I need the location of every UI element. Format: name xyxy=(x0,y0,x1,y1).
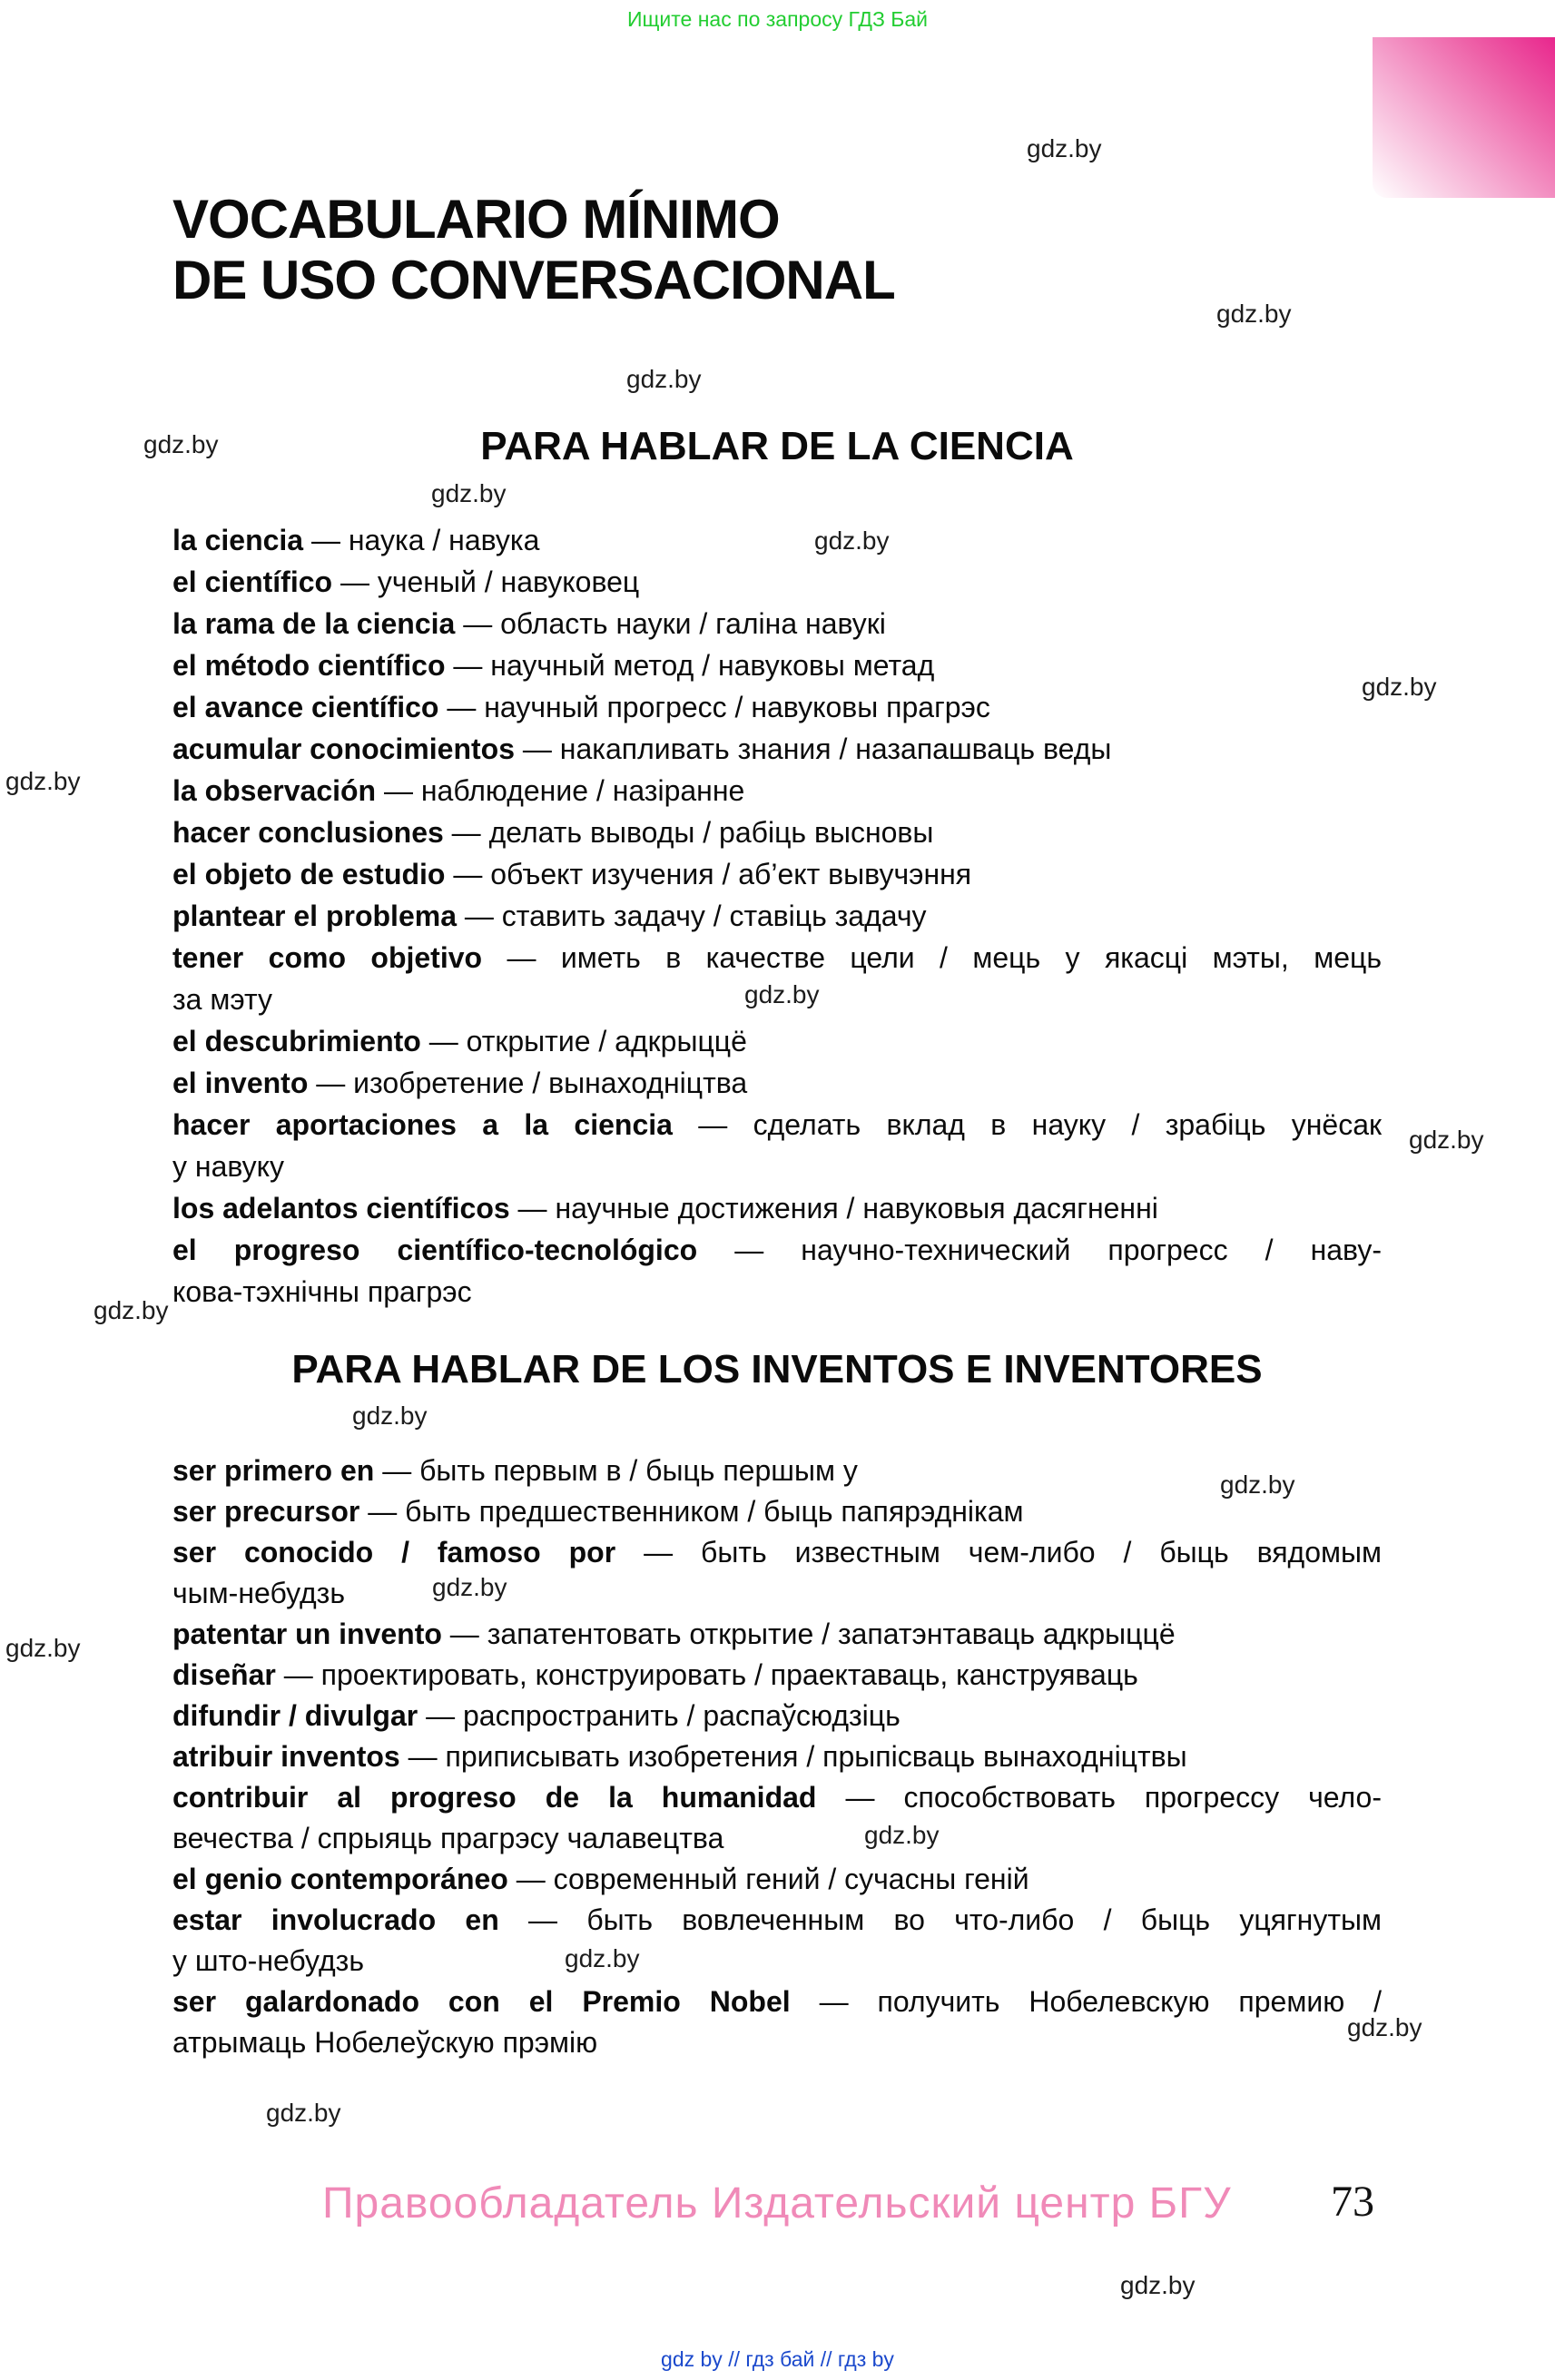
vocab-line xyxy=(172,1614,1382,1655)
vocab-line xyxy=(172,853,1382,895)
vocab-line xyxy=(172,603,1382,644)
page-title-line1: VOCABULARIO MÍNIMO xyxy=(172,189,780,250)
watermark: gdz.by xyxy=(266,2099,341,2127)
vocab-translation: кова-тэхнічны прагрэс xyxy=(172,1275,472,1308)
vocab-term: ser primero en xyxy=(172,1454,383,1487)
vocab-translation: — современный гений / сучасны геній xyxy=(516,1863,1029,1895)
section-heading-inventos: PARA HABLAR DE LOS INVENTOS E INVENTORES xyxy=(291,1347,1263,1392)
watermark: gdz.by xyxy=(1216,300,1292,328)
vocab-term: difundir / divulgar xyxy=(172,1699,427,1732)
watermark: gdz.by xyxy=(744,980,820,1008)
vocab-line xyxy=(172,895,1382,937)
vocab-term: contribuir al progreso de la humanidad xyxy=(172,1781,846,1814)
promo-banner: Ищите нас по запросу ГДЗ Бай xyxy=(626,7,929,31)
vocab-term: atribuir inventos xyxy=(172,1740,408,1773)
watermark: gdz.by xyxy=(1027,134,1102,162)
vocab-line xyxy=(172,644,1382,686)
vocab-line xyxy=(172,1982,1382,2022)
vocab-translation: — научный метод / навуковы метад xyxy=(453,649,935,682)
watermark: gdz.by xyxy=(431,479,507,507)
vocab-translation: атрымаць Нобелеўскую прэмію xyxy=(172,2026,598,2059)
vocab-translation: — накапливать знания / назапашваць веды xyxy=(522,733,1112,765)
vocab-line xyxy=(172,728,1382,770)
vocab-line xyxy=(172,1859,1382,1900)
vocab-term: hacer conclusiones xyxy=(172,816,452,849)
vocab-line xyxy=(172,1900,1382,1941)
vocab-line xyxy=(172,1696,1382,1736)
watermark: gdz.by xyxy=(1120,2271,1196,2299)
vocab-line-continuation xyxy=(172,1573,1382,1614)
vocab-term: el método científico xyxy=(172,649,454,682)
vocab-translation: — способствовать прогрессу чело- xyxy=(845,1781,1383,1814)
vocab-translation: вечества / спрыяць прагрэсу чалавецтва xyxy=(172,1822,724,1854)
vocab-line xyxy=(172,1532,1382,1573)
watermark: gdz.by xyxy=(1347,2013,1422,2041)
vocab-translation: за мэту xyxy=(172,983,272,1016)
vocab-term: el genio contemporáneo xyxy=(172,1863,517,1895)
watermark: gdz.by xyxy=(864,1821,940,1849)
vocab-translation: у навуку xyxy=(172,1150,285,1183)
vocab-translation: — область науки / галіна навукі xyxy=(463,607,886,640)
watermark: gdz.by xyxy=(1220,1470,1295,1499)
watermark: gdz.by xyxy=(5,767,81,795)
vocab-translation: — делать выводы / рабіць высновы xyxy=(451,816,934,849)
vocab-translation: — распространить / распаўсюдзіць xyxy=(426,1699,901,1732)
vocab-translation: — быть первым в / быць першым у xyxy=(382,1454,858,1487)
vocab-translation: — получить Нобелевскую премию / xyxy=(819,1985,1383,2018)
vocab-line-continuation xyxy=(172,1941,1382,1982)
vocab-term: ser conocido / famoso por xyxy=(172,1536,645,1569)
vocab-term: hacer aportaciones a la ciencia xyxy=(172,1108,699,1141)
vocab-line xyxy=(172,1777,1382,1818)
vocab-line xyxy=(172,1104,1382,1146)
vocab-line xyxy=(172,1736,1382,1777)
watermark: gdz.by xyxy=(1362,673,1437,701)
watermark: gdz.by xyxy=(143,430,219,458)
vocab-term: ser galardonado con el Premio Nobel xyxy=(172,1985,820,2018)
vocab-translation: чым-небудзь xyxy=(172,1577,346,1609)
footer-links[interactable]: gdz by // гдз бай // гдз by xyxy=(661,2347,894,2371)
vocab-translation: — ученый / навуковец xyxy=(340,565,640,598)
vocab-line xyxy=(172,561,1382,603)
vocab-translation: — ставить задачу / ставіць задачу xyxy=(464,900,927,932)
vocab-translation: — открытие / адкрыццё xyxy=(428,1025,747,1057)
vocab-term: la observación xyxy=(172,774,384,807)
section-heading-science: PARA HABLAR DE LA CIENCIA xyxy=(480,424,1074,468)
vocab-term: el invento xyxy=(172,1067,317,1099)
vocab-term: la rama de la ciencia xyxy=(172,607,464,640)
vocab-translation: — быть известным чем-либо / быць вядомым xyxy=(644,1536,1383,1569)
vocab-term: acumular conocimientos xyxy=(172,733,523,765)
vocab-term: los adelantos científicos xyxy=(172,1192,518,1224)
vocab-translation: — изобретение / вынаходніцтва xyxy=(316,1067,748,1099)
watermark: gdz.by xyxy=(626,365,702,393)
vocab-line-continuation xyxy=(172,2022,1382,2063)
vocab-line xyxy=(172,1655,1382,1696)
vocab-line xyxy=(172,770,1382,811)
vocab-translation: — научные достижения / навуковыя дасягненні xyxy=(517,1192,1158,1224)
vocab-term: el científico xyxy=(172,565,340,598)
vocab-term: el objeto de estudio xyxy=(172,858,454,890)
vocab-term: la ciencia xyxy=(172,524,311,556)
vocab-line xyxy=(172,937,1382,979)
vocab-line xyxy=(172,686,1382,728)
vocab-line-continuation xyxy=(172,1818,1382,1859)
page-title-line2: DE USO CONVERSACIONAL xyxy=(172,250,895,310)
vocab-line xyxy=(172,1229,1382,1271)
watermark: gdz.by xyxy=(5,1634,81,1662)
vocab-term: tener como objetivo xyxy=(172,941,507,974)
vocab-translation: — наука / навука xyxy=(310,524,540,556)
vocab-list-science xyxy=(172,519,1382,1313)
vocab-term: patentar un invento xyxy=(172,1618,450,1650)
vocab-translation: — наблюдение / назіранне xyxy=(383,774,745,807)
vocab-line xyxy=(172,1020,1382,1062)
vocab-line xyxy=(172,1062,1382,1104)
vocab-line xyxy=(172,1187,1382,1229)
vocab-line-continuation xyxy=(172,1146,1382,1187)
vocab-translation: — быть вовлеченным во что-либо / быць уцягнутым xyxy=(528,1903,1382,1936)
vocab-list-inventos xyxy=(172,1451,1382,2063)
vocab-line xyxy=(172,1451,1382,1491)
vocab-line-continuation xyxy=(172,979,1382,1020)
vocab-translation: — иметь в качестве цели / мець у якасці мэты, мець xyxy=(507,941,1383,974)
watermark: gdz.by xyxy=(432,1573,507,1601)
vocab-translation: — сделать вклад в науку / зрабіць унёсак xyxy=(698,1108,1383,1141)
vocab-translation: — быть предшественником / быць папярэднікам xyxy=(368,1495,1024,1528)
vocab-term: plantear el problema xyxy=(172,900,465,932)
vocab-term: el progreso científico-tecnológico xyxy=(172,1234,735,1266)
vocab-line xyxy=(172,1491,1382,1532)
vocab-line xyxy=(172,519,1382,561)
vocab-translation: — объект изучения / аб’ект вывучэння xyxy=(453,858,972,890)
page-number: 73 xyxy=(1331,2178,1374,2226)
footer-copyright: Правообладатель Издательский центр БГУ xyxy=(322,2179,1232,2228)
watermark: gdz.by xyxy=(93,1296,169,1324)
vocab-translation: у што-небудзь xyxy=(172,1944,364,1977)
vocab-translation: — проектировать, конструировать / праектаваць, канструяваць xyxy=(283,1658,1138,1691)
vocab-translation: — приписывать изобретения / прыпісваць вынаходніцтвы xyxy=(408,1740,1187,1773)
vocab-translation: — научно-технический прогресс / наву- xyxy=(734,1234,1383,1266)
vocab-term: el avance científico xyxy=(172,691,448,723)
vocab-translation: — запатентовать открытие / запатэнтаваць адкрыццё xyxy=(449,1618,1176,1650)
watermark: gdz.by xyxy=(814,526,890,555)
vocab-term: diseñar xyxy=(172,1658,284,1691)
vocab-line-continuation xyxy=(172,1271,1382,1313)
vocab-line xyxy=(172,811,1382,853)
watermark: gdz.by xyxy=(565,1944,640,1972)
vocab-term: ser precursor xyxy=(172,1495,369,1528)
page-title xyxy=(172,189,895,310)
vocab-translation: — научный прогресс / навуковы прагрэс xyxy=(447,691,990,723)
pink-gradient-decoration xyxy=(1373,37,1555,198)
watermark: gdz.by xyxy=(352,1401,428,1430)
vocab-term: estar involucrado en xyxy=(172,1903,529,1936)
vocab-term: el descubrimiento xyxy=(172,1025,429,1057)
watermark: gdz.by xyxy=(1409,1126,1484,1154)
